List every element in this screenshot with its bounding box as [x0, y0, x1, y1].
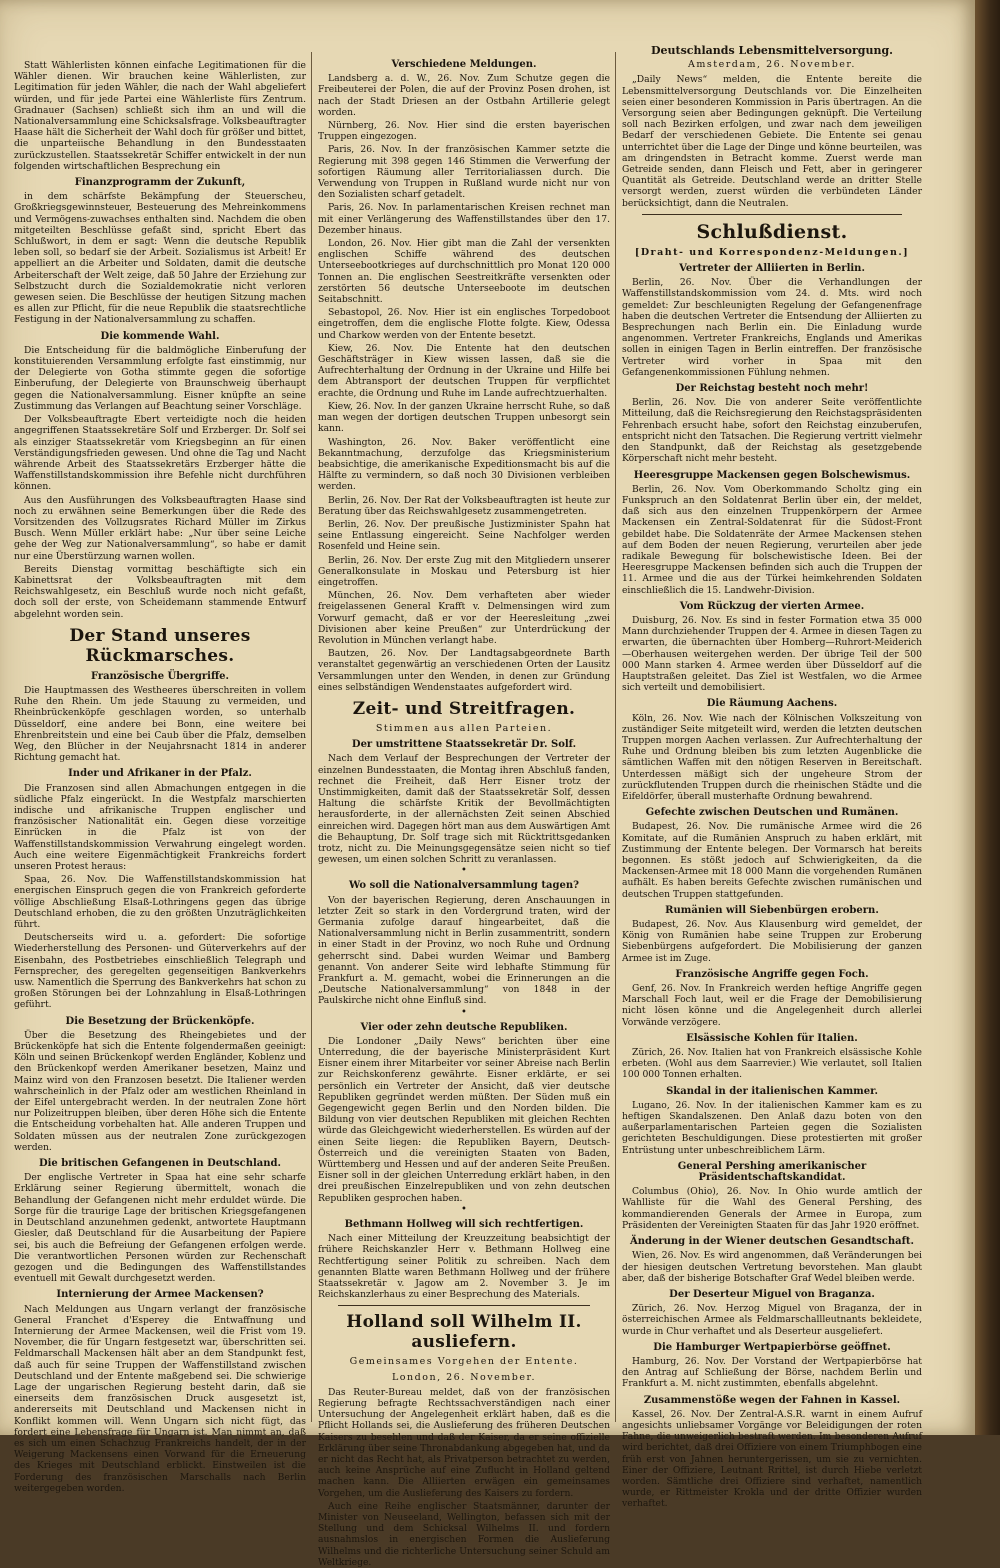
article-text: „Daily News“ melden, die Entente bereite die Lebensmittelversorgung Deutschlands vor. Die Einzelheiten seien einer besonderen Kommission in Paris übertragen. An die Versorgung seien aber Bedingungen geknüpft. Die Verteilung soll nach Bezirken erfolgen, und zwar nach dem jeweiligen Bedarf der verschiedenen Gebiete. Die Entente sei genau unterrichtet über die Lage der Dinge und könne beurteilen, was am dringendsten in Betracht komme. Zuerst werde man Getreide senden, dann Fleisch und Fett, aber in geringerer Quantität als Getreide. Deutschland werde an dritter Stelle versorgt werden, zuerst würden die verbündeten Länder berücksichtigt, dann die Neutralen. [622, 74, 922, 209]
subheading: Rumänien will Siebenbürgen erobern. [665, 904, 879, 916]
subheading: Französische Angriffe gegen Foch. [675, 968, 869, 980]
subheading: Vom Rückzug der vierten Armee. [679, 600, 865, 612]
article-text: Das Reuter-Bureau meldet, daß von der französischen Regierung befragte Rechtssachverständigen nach einer Untersuchung der Angelegenheit erklärt haben, daß es die Pflicht Hollands sei, die Auslieferung des früheren Deutschen Kaisers zu besehlen und daß der Kaiser, da er seine offizielle Erklärung über seine Thronabdankung abgegeben hat, und da er nicht das Recht hat, als Privatperson betrachtet zu werden, auch keine Ansprüche auf eine Zuflucht in Holland geltend machen kann. Die Alliierten erwägen ein gemeinsames Vorgehen, um die Auslieferung des Kaisers zu fordern. [318, 1386, 610, 1499]
article-text: Paris, 26. Nov. In parlamentarischen Kreisen rechnet man mit einer Verlängerung des Waffenstillstandes über den 17. Dezember hinaus. [318, 202, 610, 236]
subheading: Die Besetzung der Brückenköpfe. [65, 1015, 255, 1027]
article-text: Bereits Dienstag vormittag beschäftigte sich ein Kabinettsrat der Volksbeauftragten mit dem Reichswahlgesetz, ein Beschluß wurde noch nicht gefaßt, doch soll der erste, von Scheidemann stammende Entwurf abgelehnt worden sein. [14, 563, 306, 620]
subheading: Internierung der Armee Mackensen? [56, 1289, 264, 1301]
article-text: Die Entscheidung für die baldmögliche Einberufung der konstituierenden Versammlung erfolgte fast einstimmig, nur der Delegierte von Gotha stimmte gegen die sofortige Einberufung, der Delegierte von Braunschweig überhaupt gegen die Nationalversammlung. Eisner knüpfte an seine Zustimmung das Verlangen auf Beachtung seiner Vorschläge. [14, 344, 306, 412]
subheading: Skandal in der italienischen Kammer. [666, 1085, 878, 1097]
headline: Schlußdienst. [696, 220, 848, 243]
subheading: Französische Übergriffe. [90, 670, 229, 682]
article-text: Die Londoner „Daily News“ berichten über eine Unterredung, die der bayerische Ministerpräsident Kurt Eisner einem ihrer Mitarbeiter vor seiner Abreise nach Berlin zur Reichskonferenz gewährte. Eisner erklärte, er sei persönlich ein Vertreter der Ansicht, daß vier deutsche Republiken gegründet werden müßten. Der Süden muß ein Gegengewicht gegen Berlin und den Norden bilden. Die Bildung von vier deutschen Republiken mit gleichen Rechten würde das Gleichgewicht wiederherstellen. Es würden auf der einen Seite liegen: die Republiken Bayern, Deutsch-Österreich und die vereinigten Staaten von Baden, Württemberg und Hessen und auf der anderen Seite Preußen. Eisner soll in der gleichen Unterredung erklärt haben, in den drei preußischen Einzelrepubliken und von zehn deutschen Republiken gesprochen haben. [318, 1035, 610, 1204]
article-text: Zürich, 26. Nov. Italien hat von Frankreich elsässische Kohle erbeten. (Wohl aus dem Saarrevier.) Wie verlautet, soll Italien 100 000 Tonnen erhalten. [622, 1047, 922, 1081]
article-text: Der englische Vertreter in Spaa hat eine sehr scharfe Erklärung seiner Regierung übermittelt, wonach die Behandlung der Gefangenen nicht mehr erduldet würde. Die Sorge für die traurige Lage der britischen Kriegsgefangenen in Deutschland anzunehmen gedenkt, antwortete Hauptmann Giesler, daß Deutschland für die Ausarbeitung der Papiere sei, bis auch die Befreiung der Gefangenen erfolgen werde. Die verantwortlichen Personen würden zur Rechenschaft gezogen und die Bedingungen des Waffenstillstandes eventuell mit Gewalt durchgesetzt werden. [14, 1172, 306, 1285]
subheading: Die Hamburger Wertpapierbörse geöffnet. [653, 1341, 891, 1353]
article-text: Columbus (Ohio), 26. Nov. In Ohio wurde amtlich der Wahlliste für die Wahl des General Pershing, des kommandierenden Generals der Armee in Europa, zum Präsidenten der Vereinigten Staaten für das Jahr 1920 eröffnet. [622, 1186, 922, 1231]
headline: Holland soll Wilhelm II. ausliefern. [346, 1312, 582, 1353]
article-text: Hamburg, 26. Nov. Der Vorstand der Wertpapierbörse hat den Antrag auf Schließung der Börse, nachdem Berlin und Frankfurt a. M. nicht zustimmten, ebenfalls abgelehnt. [622, 1355, 922, 1390]
subheading: Finanzprogramm der Zukunft, [74, 177, 246, 189]
article-text: Berlin, 26. Nov. Über die Verhandlungen der Waffenstillstandskommission vom 24. d. Mts. wird noch gemeldet: Zur beschleunigten Regelung der Gefangenenfrage haben die deutschen Vertreter die Entsendung der Alliierten zu Besprechungen nach Berlin ein. Die Einladung wurde angenommen. Vertreter Frankreichs, Englands und Amerikas sollen in einigen Tagen in Berlin eintreffen. Der französische Vertreter wird vorher in Spaa mit den Gefangenenkommissionen Fühlung nehmen. [622, 277, 922, 378]
subheading: Vertreter der Alliierten in Berlin. [679, 263, 865, 275]
article-text: Über die Besetzung des Rheingebietes und der Brückenköpfe hat sich die Entente folgendermaßen geeinigt: Köln und seinen Brückenkopf werden Engländer, Koblenz und den Brückenkopf werden Amerikaner besetzen, Mainz und Mainz wird von den Franzosen besetzt. Die Italiener werden wahrscheinlich in der Pfalz oder am westlichen Rheinland in der Eifel untergebracht werden. In der neutralen Zone hört nur Polizeitruppen bleiben, über deren Höhe sich die Entente die Entscheidung vorbehalten hat. Alle anderen Truppen und Soldaten müssen aus der neutralen Zone zurückgezogen werden. [14, 1029, 306, 1153]
article-text: Berlin, 26. Nov. Der Rat der Volksbeauftragten ist heute zur Beratung über das Reichswahlgesetz zusammengetreten. [318, 494, 610, 517]
subheading: Der Reichstag besteht noch mehr! [675, 383, 869, 395]
subheading: Die britischen Gefangenen in Deutschland. [38, 1158, 282, 1170]
book-binding-edge [975, 0, 1000, 1435]
article-text: Von der bayerischen Regierung, deren Anschauungen in letzter Zeit so stark in den Vordergrund traten, wird der Germania zufolge darauf hingearbeitet, daß die Nationalversammlung nicht in Berlin zusammentritt, sondern in einer Stadt in der Provinz, wo noch Ruhe und Ordnung geherrscht sind. Dabei wurden Weimar und Bamberg genannt. Von anderer Seite wird lebhafte Stimmung für Frankfurt a. M. gemacht, wobei die Erinnerungen an die „Deutsche Nationalversammlung“ von 1848 in der Paulskirche nicht ohne Einfluß sind. [318, 894, 610, 1007]
subheading: Bethmann Hollweg will sich rechtfertigen. [344, 1218, 584, 1230]
article-text: Die Hauptmassen des Westheeres überschreiten in vollem Ruhe den Rhein. Um jede Stauung zu vermeiden, und Rheinbrückenköpfe geschlagen worden, so unterhalb Düsseldorf, eine andere bei Bonn, eine weitere bei Ehrenbreitstein und eine bei Caub über die Pfalz, demselben Weg, den Blücher in der Neujahrsnacht 1814 in anderer Richtung gemacht hat. [14, 684, 306, 764]
article-text: Berlin, 26. Nov. Die von anderer Seite veröffentlichte Mitteilung, daß die Reichsregierung den Reichstagspräsidenten Fehrenbach ersucht habe, sofort den Reichstag einzuberufen, entspricht nicht den Tatsachen. Die Regierung vertritt vielmehr den Standpunkt, daß der Reichstag als gesetzgebende Körperschaft nicht mehr besteht. [622, 397, 922, 465]
subheading: Inder und Afrikaner in der Pfalz. [68, 768, 252, 780]
subheading: Die kommende Wahl. [100, 330, 220, 342]
article-text: Lugano, 26. Nov. In der italienischen Kammer kam es zu heftigen Skandalszenen. Den Anlaß dazu boten von den außerparlamentarischen Parteien gegen die Sozialisten gerichteten Beschuldigungen. Diese protestierten mit großer Entrüstung unter unbeschreiblichem Lärm. [622, 1099, 922, 1156]
article-text: in dem schärfste Bekämpfung der Steuerscheu, Großkriegsgewinnsteuer, Besteuerung des Mehreinkommens und Vermögens-zuwachses enthalten sind. Nachdem die oben mitgeteilten Beschlüsse gefaßt sind, spricht Ebert das Schlußwort, in dem er sagt: Wenn die deutsche Republik leben soll, so bedarf sie der Arbeit. Sozialismus ist Arbeit! Er appelliert an die Arbeiter und Soldaten, damit die deutsche Arbeiterschaft der Welt zeige, daß 50 Jahre der Erziehung zur Selbstzucht durch die Sozialdemokratie nicht verloren gewesen seien. Die Beschlüsse der heutigen Sitzung machen es allen zur Pflicht, für die neue Republik die staatsrechtliche Festigung in der Nationalversammlung zu schaffen. [14, 191, 306, 326]
article-text: Genf, 26. Nov. In Frankreich werden heftige Angriffe gegen Marschall Foch laut, weil er die Frage der Demobilisierung nicht lösen könne und die Angelegenheit durch allerlei Vorwände verzögere. [622, 983, 922, 1028]
subheading: Der umstrittene Staatssekretär Dr. Solf. [351, 739, 577, 751]
article-text: Wien, 26. Nov. Es wird angenommen, daß Veränderungen bei der hiesigen deutschen Vertretung bevorstehen. Man glaubt aber, daß der bisherige Botschafter Graf Wedel bleiben werde. [622, 1250, 922, 1284]
subheading: Deutschlands Lebensmittelversorgung. [650, 44, 893, 57]
article-text: Berlin, 26. Nov. Vom Oberkommando Scholtz ging ein Funkspruch an den Soldatenrat Berlin über ein, der meldet, daß sich aus den einzelnen Truppenkörpern der Armee Mackensen ein Zentral-Soldatenrat für die Südost-Front gebildet habe. Die Soldatenräte der Armee Mackensen stehen auf dem Boden der neuen Regierung, verurteilen aber jede radikale Bewegung für bolschewistische Ideen. Bei der Heeresgruppe Mackensen befinden sich auch die Truppen der 11. Armee und die aus der Türkei heimkehrenden Soldaten einschließlich die 15. Landwehr-Division. [622, 483, 922, 596]
article-text: Bautzen, 26. Nov. Der Landtagsabgeordnete Barth veranstaltet gegenwärtig an verschiedenen Orten der Lausitz Versammlungen unter den Wenden, in denen zur Gründung eines selbständigen Wendenstaates aufgefordert wird. [318, 648, 610, 693]
article-text: Landsberg a. d. W., 26. Nov. Zum Schutze gegen die Freibeuterei der Polen, die auf der Provinz Posen drohen, ist nach der Stadt Driesen an der Ostbahn Artillerie gelegt worden. [318, 73, 610, 118]
headline-subtitle: Gemeinsames Vorgehen der Entente. [349, 1356, 579, 1368]
subheading: General Pershing amerikanischer Präsidentschaftskandidat. [677, 1160, 867, 1184]
article-text: London, 26. Nov. Hier gibt man die Zahl der versenkten englischen Schiffe während des deutschen Unterseebootkrieges auf durchschnittlich pro Monat 120 000 Tonnen an. Die englischen Seestreitkräfte versenkten oder zerstörten 56 deutsche Unterseeboote im deutschen Seitabschnitt. [318, 238, 610, 306]
article-text: Berlin, 26. Nov. Der preußische Justizminister Spahn hat seine Entlassung eingereicht. Seine Nachfolger werden Rosenfeld und Heine sein. [318, 518, 610, 553]
headline-subtitle: [Draht- und Korrespondenz-Meldungen.] [634, 246, 910, 258]
article-text: Auch eine Reihe englischer Staatsmänner, darunter der Minister von Neuseeland, Wellington, befassen sich mit der Stellung und dem Schicksal Wilhelms II. und fordern ausnahmslos in energischen Formen die Auslieferung Wilhelms und die richterliche Untersuchung seiner Schuld am Weltkriege. [318, 1500, 610, 1568]
subheading: Elsässische Kohlen für Italien. [686, 1032, 858, 1044]
separator-dot: • [461, 1203, 467, 1215]
headline: Der Stand unseres Rückmarsches. [69, 625, 251, 666]
article-text: Berlin, 26. Nov. Der erste Zug mit den Mitgliedern unserer Generalkonsulate in Moskau und Petersburg ist hier eingetroffen. [318, 554, 610, 588]
article-text: Die Franzosen sind allen Abmachungen entgegen in die südliche Pfalz eingerückt. In die Westpfalz marschierten indische und afrikanische Truppen englischer und französischer Nationalität ein. Gegen diese vorzeitige Einrücken in die Pfalz ist von der Waffenstillstandskommission Verwahrung eingelegt worden. Auch eine weitere Eigenmächtigkeit Frankreichs fordert unseren Protest heraus: [14, 782, 306, 872]
article-text: Budapest, 26. Nov. Aus Klausenburg wird gemeldet, der König von Rumänien habe seine Truppen zur Eroberung Siebenbürgens aufgefordert. Die Mobilisierung der ganzen Armee ist im Zuge. [622, 919, 922, 964]
article-text: Kiew, 26. Nov. In der ganzen Ukraine herrscht Ruhe, so daß man wegen der dortigen deutschen Truppen unbesorgt sein kann. [318, 400, 610, 435]
article-text: Nürnberg, 26. Nov. Hier sind die ersten bayerischen Truppen eingezogen. [318, 120, 610, 143]
article-text: Kiew, 26. Nov. Die Entente hat den deutschen Geschäftsträger in Kiew wissen lassen, daß sie die Aufrechterhaltung der Ordnung in der Ukraine und Hilfe bei dem Abtransport der deutschen Truppen für verpflichtet erachte, die Ordnung und Ruhe im Lande aufrechtzuerhalten. [318, 342, 610, 399]
dateline: London, 26. November. [392, 1371, 536, 1383]
headline: Zeit- und Streitfragen. [352, 698, 576, 719]
headline-subtitle: Stimmen aus allen Parteien. [375, 722, 553, 734]
article-text: Nach dem Verlauf der Besprechungen der Vertreter der einzelnen Bundesstaaten, die Montag ihren Abschluß fanden, rechnet die Freiheit, daß Herr Eisner trotz der Unstimmigkeiten, damit daß der Staatssekretär Solf, dessen Haltung die schärfste Kritik der Bevollmächtigten herausforderte, in der allernächsten Zeit seinen Abschied einreichen wird. Dagegen hört man aus dem Auswärtigen Amt die Behauptung, Dr. Solf trage sich mit Rücktrittsgedanken trotz, nicht zu. Die Meinungsgegensätze seien nicht so tief gewesen, um einen solchen Schritt zu veranlassen. [318, 753, 610, 866]
subheading: Wo soll die Nationalversammlung tagen? [349, 880, 579, 892]
article-text: Statt Wählerlisten können einfache Legitimationen für die Wähler dienen. Wir brauchen keine Wählerlisten, zur Legitimation für jeden Wähler, die nach der Wahl abgeliefert würden, und für jede Partei eine Wählerliste fürs Zentrum. Gradnauer (Sachsen) schließt sich ihm an und will die Nationalversammlung eine Schicksalsfrage. Volksbeauftragter Haase hält die Sicherheit der Wahl doch für größer und bittet, die unparteiische Behandlung in den Bundesstaaten zurückzustellen. Staatssekretär Schiffer entwickelt in der nun folgenden wirtschaftlichen Besprechung ein [14, 60, 306, 172]
subheading: Vier oder zehn deutsche Republiken. [360, 1021, 568, 1033]
article-text: Budapest, 26. Nov. Die rumänische Armee wird die 26 Komitate, auf die Rumänien Anspruch zu haben erklärt, mit Zustimmung der Entente belegen. Der Vormarsch hat bereits begonnen. Es stößt jedoch auf Schwierigkeiten, da die Mackensen-Armee mit 18 000 Mann die vorgehenden Rumänen aufhält. Es haben bereits Gefechte zwischen rumänischen und deutschen Truppen stattgefunden. [622, 821, 922, 900]
article-text: Nach einer Mitteilung der Kreuzzeitung beabsichtigt der frühere Reichskanzler Herr v. Bethmann Hollweg eine Rechtfertigung seiner Politik zu schreiben. Nach dem genannten Blatte waren Bethmann Hollweg und der frühere Staatssekretär v. Jagow am 2. November 3. Je im Reichskanzlerhaus zu einer Besprechung des Materials. [318, 1233, 610, 1301]
subheading: Der Deserteur Miguel von Braganza. [669, 1288, 875, 1300]
separator-dot: • [461, 865, 467, 877]
column-rule [615, 52, 616, 1422]
article-text: Zürich, 26. Nov. Herzog Miguel von Braganza, der in österreichischen Armee als Feldmarschallleutnants bekleidete, wurde in Chur verhaftet und als Deserteur ausgeliefert. [622, 1303, 922, 1337]
separator-dot: • [461, 1006, 467, 1018]
dateline: Amsterdam, 26. November. [688, 59, 856, 71]
divider [338, 1305, 590, 1306]
divider [642, 214, 902, 215]
article-text: München, 26. Nov. Dem verhafteten aber wieder freigelassenen General Krafft v. Delmensingen wird zum Vorwurf gemacht, daß er vor der Heeresleitung „zwei Divisionen aber keine Preußen“ zur Unterdrückung der Revolution in München verlangt habe. [318, 590, 610, 646]
article-text: Duisburg, 26. Nov. Es sind in fester Formation etwa 35 000 Mann durchziehender Truppen der 4. Armee in diesen Tagen zu erwarten, die übernachten über Homberg—Ruhrort-Meiderich—Oberhausen weitergehen werden. Der übrige Teil der 500 000 Mann starken 4. Armee werden über Düsseldorf auf die Hauptstraßen geleitet. Das Ziel ist Westfalen, wo die Armee sich verteilt und demobilisiert. [622, 614, 922, 694]
column-middle [318, 54, 610, 1568]
subheading: Zusammenstöße wegen der Fahnen in Kassel. [643, 1394, 901, 1406]
article-text: Nach Meldungen aus Ungarn verlangt der französische General Franchet d'Esperey die Entwaffnung und Internierung der Armee Mackensen, weil die Frist vom 19. November, die für Ungarn festgesetzt war, überschritten sei. Feldmarschall Mackensen hält aber an dem Standpunkt fest, daß auch für seine Truppen der Waffenstillstand zwischen Deutschland und der Entente maßgebend sei. Die schwierige Lage der ungarischen Regierung besteht darin, daß sie einerseits dem französischen Druck ausgesetzt ist, andererseits mit Deutschland und Mackensen nicht in Konflikt kommen will. Wenn Ungarn sich nicht fügt, das fordert eine Lebensfrage für Ungarn ist. Man nimmt an, daß es sich um einen Schachzug Frankreichs handelt, der in der Weigerung Mackensens einen Vorwand für die Erneuerung des Krieges mit Deutschland erblickt. Einstweilen ist die Forderung des französischen Marschalls nach Berlin weitergegeben worden. [14, 1303, 306, 1494]
article-text: Köln, 26. Nov. Wie nach der Kölnischen Volkszeitung von zuständiger Seite mitgeteilt wird, werden die letzten deutschen Truppen morgen Aachen verlassen. Zur Aufrechterhaltung der Ruhe und Ordnung bleiben bis zum letzten Augenblicke die sämtlichen Waffen mit den nötigen Reserven in Bereitschaft. Unterdessen mäßigt sich der ungeheure Strom der zurückflutenden Truppen durch die rheinischen Städte und die Eifeldörfer, überall musterhafte Ordnung bewahrend. [622, 712, 922, 802]
article-text: Aus den Ausführungen des Volksbeauftragten Haase sind noch zu erwähnen seine Bemerkungen über die Rede des Vorsitzenden des Vollzugsrates Richard Müller im Zirkus Busch. Wenn Müller erklärt habe: „Nur über seine Leiche gehe der Weg zur Nationalversammlung“, so habe er damit nur eine Überstürzung warnen wollen. [14, 494, 306, 562]
column-rule [311, 52, 312, 1422]
subheading: Verschiedene Meldungen. [391, 59, 537, 70]
subheading: Heeresgruppe Mackensen gegen Bolschewismus. [633, 469, 911, 481]
article-text: Deutscherseits wird u. a. gefordert: Die sofortige Wiederherstellung des Personen- und Güterverkehrs auf der Eisenbahn, des Postbetriebes einschließlich Telegraph und Fernsprecher, des geregelten gegenseitigen Bankverkehrs usw. Namentlich die Sperrung des Bankverkehrs hat schon zu großen Störungen bei der Lohnzahlung in Elsaß-Lothringen geführt. [14, 932, 306, 1011]
subheading: Die Räumung Aachens. [706, 698, 838, 710]
article-text: Spaa, 26. Nov. Die Waffenstillstandskommission hat energischen Einspruch gegen die von Frankreich geforderte völlige Abschließung Elsaß-Lothringens gegen das übrige Deutschland erhoben, die zu den größten Unzuträglichkeiten führt. [14, 874, 306, 931]
subheading: Gefechte zwischen Deutschen und Rumänen. [645, 807, 899, 819]
article-text: Der Volksbeauftragte Ebert verteidigte noch die heiden angegriffenen Staatssekretäre Solf und Erzberger. Dr. Solf sei als einziger Staatssekretär vom Kriegsbeginn an für einen Verständigungsfrieden gewesen. Und ohne die Tag und Nacht währende Arbeit des Staatssekretärs Erzberger hätte die Waffenstillstandskommission ihre Befehle nicht durchführen können. [14, 414, 306, 493]
article-text: Sebastopol, 26. Nov. Hier ist ein englisches Torpedoboot eingetroffen, dem die englische Flotte folgte. Kiew, Odessa und Charkow werden von der Entente besetzt. [318, 307, 610, 341]
subheading: Änderung in der Wiener deutschen Gesandtschaft. [629, 1236, 915, 1248]
article-text: Paris, 26. Nov. In der französischen Kammer setzte die Regierung mit 398 gegen 146 Stimmen die Verwerfung der sofortigen Räumung aller Territorialiassen durch. Die Verwendung von Truppen in Rußland wurde nicht nur von den Sozialisten scharf getadelt. [318, 144, 610, 201]
article-text: Kassel, 26. Nov. Der Zentral-A.S.R. warnt in einem Aufruf angesichts unliebsamer Vorgänge vor Beleidigungen der roten Fahne, die unweigerlich bestraft werden. Im besonderen Aufruf wird berichtet, daß drei Offiziere von einem Triumphbogen eine früh erst von Jahnen heruntergerissen, um sie zu vernichten. Einer der Offiziere, Leutnant Rrittel, ist durch Hiebe verletzt worden. Sämtliche drei Offiziere sind verhaftet, namentlich wurde, er Rittmeister Krokla und der dritte Offizier wurden verhaftet. [622, 1408, 922, 1510]
column-left [14, 60, 306, 1494]
column-right [622, 40, 922, 1510]
article-text: Washington, 26. Nov. Baker veröffentlicht eine Bekanntmachung, derzufolge das Kriegsministerium beabsichtige, die amerikanische Expeditionsmacht bis auf die Hälfte zu vermindern, so daß noch 30 Divisionen verbleiben werden. [318, 436, 610, 493]
